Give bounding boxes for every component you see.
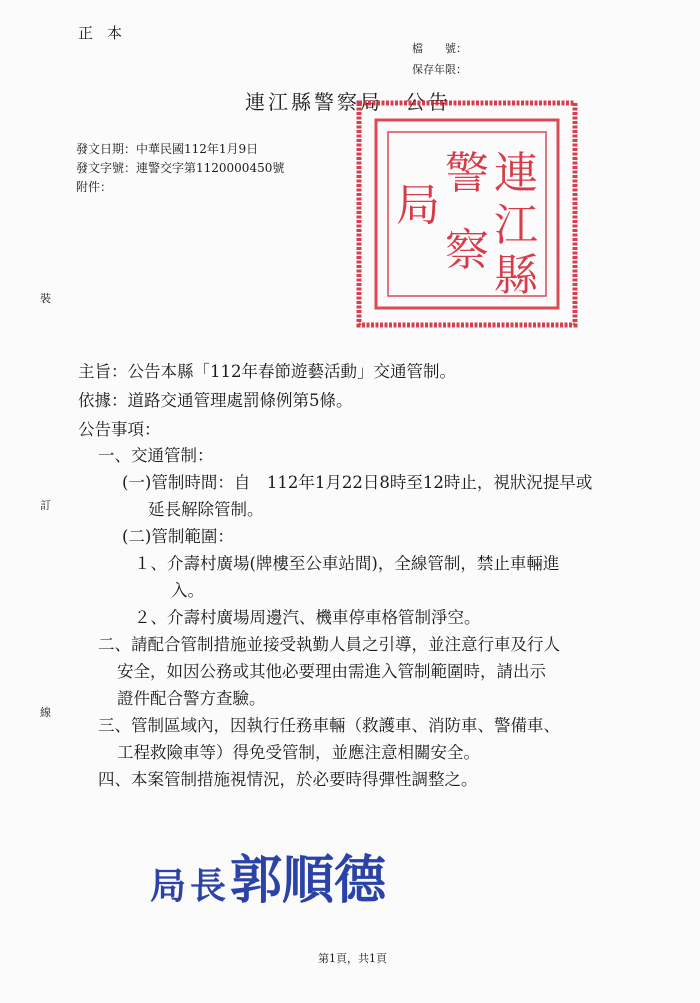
signature-name: 郭順德	[230, 851, 387, 911]
issue-number: 發文字號：連警交字第1120000450號	[76, 161, 285, 175]
binding-mark: 線	[40, 706, 51, 719]
item-2-cont: 安全，如因公務或其他必要理由需進入管制範圍時，請出示	[117, 662, 546, 681]
page-number: 第1頁，共1頁	[318, 952, 387, 965]
item-2: 二、請配合管制措施並接受執勤人員之引導，並注意行車及行人	[98, 635, 560, 654]
item-1-2: (二)管制範圍：	[122, 527, 234, 546]
seal-char: 局	[396, 180, 440, 231]
retention-label: 保存年限：	[412, 63, 467, 76]
items-heading: 公告事項：	[78, 420, 161, 439]
item-2-cont: 證件配合警方查驗。	[117, 689, 266, 708]
seal-char: 江	[494, 200, 538, 251]
item-3-cont: 工程救險車等）得免受管制，並應注意相關安全。	[117, 743, 480, 762]
seal-char: 察	[445, 225, 489, 276]
seal-char: 連	[494, 148, 538, 199]
official-seal	[356, 100, 578, 328]
binding-mark: 訂	[40, 499, 51, 512]
attachment-label: 附件：	[76, 180, 113, 194]
basis: 依據：道路交通管理處罰條例第5條。	[78, 391, 353, 410]
signature-title: 局長	[150, 866, 231, 907]
archive-number-label: 檔 號：	[412, 42, 467, 55]
item-1-2-1-cont: 入。	[171, 581, 204, 600]
seal-char: 縣	[494, 250, 538, 301]
binding-mark: 裝	[40, 292, 51, 305]
subject: 主旨：公告本縣「112年春節遊藝活動」交通管制。	[78, 362, 456, 381]
issue-date: 發文日期：中華民國112年1月9日	[76, 142, 259, 156]
item-1: 一、交通管制：	[98, 446, 214, 465]
item-4: 四、本案管制措施視情況，於必要時得彈性調整之。	[98, 770, 478, 789]
seal-char: 警	[445, 148, 489, 199]
document-type: 公告	[405, 90, 451, 114]
item-1-1: (一)管制時間：自 112年1月22日8時至12時止，視狀況提早或	[122, 473, 593, 492]
agency-name: 連江縣警察局	[245, 90, 383, 114]
item-1-2-1: １、介壽村廣場(牌樓至公車站間)，全線管制，禁止車輛進	[134, 554, 560, 573]
item-3: 三、管制區域內，因執行任務車輛（救護車、消防車、警備車、	[98, 716, 560, 735]
item-1-1-cont: 延長解除管制。	[148, 500, 264, 519]
copy-mark: 正本	[78, 24, 137, 42]
signature	[150, 838, 386, 913]
item-1-2-2: ２、介壽村廣場周邊汽、機車停車格管制淨空。	[134, 608, 481, 627]
